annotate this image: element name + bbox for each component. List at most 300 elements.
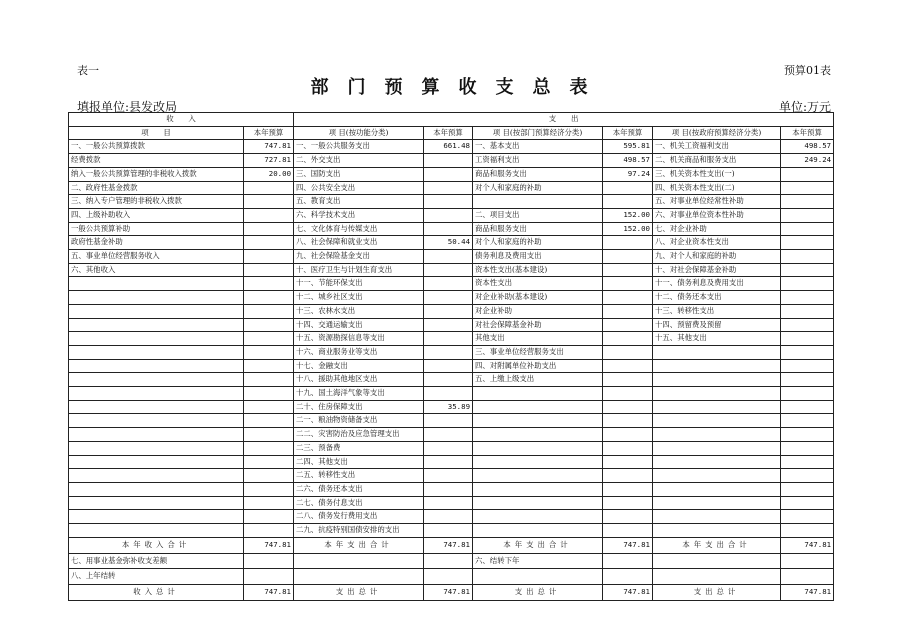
amount-cell: [424, 181, 473, 195]
amount-cell: [781, 318, 834, 332]
amount-cell: [603, 263, 653, 277]
item-cell: [69, 359, 244, 373]
table-row: [69, 318, 834, 332]
item-cell: 资本性支出: [473, 277, 603, 291]
item-cell: 一、一般公共服务支出: [294, 140, 424, 154]
item-cell: 五、上缴上级支出: [473, 373, 603, 387]
item-cell: [69, 400, 244, 414]
expense-group-header: 支 出: [294, 113, 834, 127]
amount-cell: [424, 469, 473, 483]
item-cell: 四、公共安全支出: [294, 181, 424, 195]
table-row: [69, 208, 834, 222]
table-row: [69, 496, 834, 510]
item-cell: 对企业补助: [473, 304, 603, 318]
budget-table: [68, 112, 834, 601]
item-cell: [69, 318, 244, 332]
amount-cell: [781, 496, 834, 510]
item-cell: [69, 441, 244, 455]
amount-cell: [424, 414, 473, 428]
amount-cell: [603, 524, 653, 538]
amount-cell: [424, 250, 473, 264]
item-cell: 一般公共预算补助: [69, 222, 244, 236]
item-cell: 二九、抗疫特别国债安排的支出: [294, 524, 424, 538]
amount-cell: [424, 359, 473, 373]
amount-cell: [603, 482, 653, 496]
item-cell: 十三、农林水支出: [294, 304, 424, 318]
amount-cell: [781, 304, 834, 318]
item-cell: [653, 373, 781, 387]
amount-cell: [603, 428, 653, 442]
amount-cell: [424, 263, 473, 277]
item-cell: [473, 569, 603, 585]
amount-cell: [603, 496, 653, 510]
amount-cell: 747.81: [603, 584, 653, 600]
amount-cell: 747.81: [424, 584, 473, 600]
item-cell: [69, 414, 244, 428]
item-cell: 七、用事业基金弥补收支差额: [69, 553, 244, 569]
table-row: [69, 510, 834, 524]
amount-cell: [781, 208, 834, 222]
amount-cell: [603, 332, 653, 346]
item-cell: 十四、预留费及预留: [653, 318, 781, 332]
table-number: 表一: [77, 64, 99, 77]
item-cell: [473, 400, 603, 414]
item-cell: [653, 469, 781, 483]
extra-row: [69, 569, 834, 585]
item-cell: 支出总计: [294, 584, 424, 600]
item-cell: [653, 441, 781, 455]
table-row: [69, 263, 834, 277]
item-cell: 经费拨款: [69, 154, 244, 168]
table-row: [69, 469, 834, 483]
amount-cell: [244, 359, 294, 373]
item-cell: 纳入一般公共预算管理的非税收入拨款: [69, 167, 244, 181]
item-cell: [294, 569, 424, 585]
item-cell: 五、对事业单位经常性补助: [653, 195, 781, 209]
amount-cell: [244, 250, 294, 264]
amount-cell: [424, 332, 473, 346]
table-row: [69, 304, 834, 318]
item-cell: 二十、住房保障支出: [294, 400, 424, 414]
item-cell: 十二、城乡社区支出: [294, 291, 424, 305]
table-row: [69, 222, 834, 236]
item-cell: [69, 482, 244, 496]
amount-cell: [603, 195, 653, 209]
item-cell: 九、对个人和家庭的补助: [653, 250, 781, 264]
table-row: [69, 140, 834, 154]
amount-cell: [244, 553, 294, 569]
item-cell: 二七、债务付息支出: [294, 496, 424, 510]
item-cell: 十一、债务利息及费用支出: [653, 277, 781, 291]
item-cell: 二一、粮油物资储备支出: [294, 414, 424, 428]
amount-cell: [424, 318, 473, 332]
amount-cell: [603, 441, 653, 455]
amount-cell: [244, 387, 294, 401]
item-cell: [653, 524, 781, 538]
table-row: [69, 345, 834, 359]
table-row: [69, 195, 834, 209]
item-cell: [653, 359, 781, 373]
amount-cell: [781, 291, 834, 305]
amount-cell: [781, 569, 834, 585]
item-cell: [653, 496, 781, 510]
amount-cell: [244, 291, 294, 305]
amount-cell: [424, 154, 473, 168]
amount-cell: [603, 387, 653, 401]
item-cell: [473, 441, 603, 455]
item-cell: 二四、其他支出: [294, 455, 424, 469]
table-row: [69, 373, 834, 387]
item-cell: 十九、国土海洋气象等支出: [294, 387, 424, 401]
item-cell: 十、医疗卫生与计划生育支出: [294, 263, 424, 277]
col-header: 本年预算: [781, 126, 834, 140]
item-cell: 支出总计: [653, 584, 781, 600]
amount-cell: [244, 441, 294, 455]
item-cell: [653, 553, 781, 569]
currency-unit: 单位:万元: [778, 100, 831, 114]
amount-cell: [244, 181, 294, 195]
item-cell: 二三、预备费: [294, 441, 424, 455]
item-cell: 十三、转移性支出: [653, 304, 781, 318]
amount-cell: [781, 250, 834, 264]
amount-cell: 249.24: [781, 154, 834, 168]
item-cell: 十五、资源勘探信息等支出: [294, 332, 424, 346]
item-cell: 七、对企业补助: [653, 222, 781, 236]
item-cell: 十一、节能环保支出: [294, 277, 424, 291]
item-cell: 六、对事业单位资本性补助: [653, 208, 781, 222]
amount-cell: [603, 304, 653, 318]
item-cell: 二二、灾害防治及应急管理支出: [294, 428, 424, 442]
item-cell: 六、结转下年: [473, 553, 603, 569]
amount-cell: 747.81: [603, 537, 653, 553]
page-title: 部门预算收支总表: [310, 77, 607, 98]
amount-cell: [424, 195, 473, 209]
item-cell: [69, 277, 244, 291]
amount-cell: [603, 373, 653, 387]
table-row: [69, 359, 834, 373]
amount-cell: [781, 510, 834, 524]
amount-cell: [781, 482, 834, 496]
amount-cell: [781, 414, 834, 428]
item-cell: 资本性支出(基本建设): [473, 263, 603, 277]
table-row: [69, 154, 834, 168]
amount-cell: [781, 195, 834, 209]
item-cell: [653, 387, 781, 401]
amount-cell: [424, 428, 473, 442]
item-cell: [69, 496, 244, 510]
amount-cell: [244, 469, 294, 483]
item-cell: 收入总计: [69, 584, 244, 600]
amount-cell: [781, 332, 834, 346]
item-cell: 十四、交通运输支出: [294, 318, 424, 332]
amount-cell: [781, 359, 834, 373]
table-row: [69, 277, 834, 291]
amount-cell: [424, 496, 473, 510]
table-row: [69, 482, 834, 496]
table-footer: [69, 537, 834, 600]
item-cell: [473, 428, 603, 442]
amount-cell: 498.57: [781, 140, 834, 154]
amount-cell: 152.00: [603, 222, 653, 236]
item-cell: 五、事业单位经营服务收入: [69, 250, 244, 264]
amount-cell: 727.81: [244, 154, 294, 168]
table-row: [69, 236, 834, 250]
amount-cell: [781, 263, 834, 277]
table-row: [69, 524, 834, 538]
amount-cell: 595.81: [603, 140, 653, 154]
item-cell: [653, 414, 781, 428]
table-row: [69, 332, 834, 346]
extra-row: [69, 553, 834, 569]
item-cell: [473, 387, 603, 401]
table-row: [69, 441, 834, 455]
amount-cell: [781, 181, 834, 195]
item-cell: 二、机关商品和服务支出: [653, 154, 781, 168]
amount-cell: [781, 222, 834, 236]
amount-cell: [424, 291, 473, 305]
amount-cell: 97.24: [603, 167, 653, 181]
item-cell: [653, 455, 781, 469]
item-cell: [653, 428, 781, 442]
income-group-header: 收 入: [69, 113, 294, 127]
item-cell: 七、文化体育与传媒支出: [294, 222, 424, 236]
amount-cell: [244, 414, 294, 428]
item-cell: [473, 469, 603, 483]
amount-cell: 747.81: [781, 584, 834, 600]
amount-cell: [781, 428, 834, 442]
item-cell: [653, 400, 781, 414]
amount-cell: [244, 304, 294, 318]
amount-cell: [244, 428, 294, 442]
table-row: [69, 455, 834, 469]
amount-cell: [244, 455, 294, 469]
item-cell: 十五、其他支出: [653, 332, 781, 346]
item-cell: [473, 496, 603, 510]
item-cell: 四、机关资本性支出(二): [653, 181, 781, 195]
amount-cell: [244, 263, 294, 277]
amount-cell: [424, 524, 473, 538]
item-cell: [69, 510, 244, 524]
amount-cell: [603, 359, 653, 373]
amount-cell: [424, 304, 473, 318]
item-cell: 三、事业单位经营服务支出: [473, 345, 603, 359]
item-cell: 八、上年结转: [69, 569, 244, 585]
item-cell: 对社会保障基金补助: [473, 318, 603, 332]
item-cell: 一、一般公共预算拨款: [69, 140, 244, 154]
item-cell: [69, 345, 244, 359]
amount-cell: [244, 569, 294, 585]
item-cell: 本年支出合计: [473, 537, 603, 553]
amount-cell: [781, 345, 834, 359]
amount-cell: 152.00: [603, 208, 653, 222]
amount-cell: [781, 277, 834, 291]
amount-cell: [603, 277, 653, 291]
amount-cell: [424, 482, 473, 496]
amount-cell: [424, 208, 473, 222]
amount-cell: [244, 236, 294, 250]
amount-cell: 35.89: [424, 400, 473, 414]
item-cell: [653, 569, 781, 585]
table-row: [69, 291, 834, 305]
amount-cell: [244, 345, 294, 359]
item-cell: [473, 195, 603, 209]
table-row: [69, 400, 834, 414]
amount-cell: [603, 291, 653, 305]
item-cell: 十七、金融支出: [294, 359, 424, 373]
amount-cell: [244, 400, 294, 414]
col-header: 项 目(按政府预算经济分类): [653, 126, 781, 140]
item-cell: [473, 455, 603, 469]
item-cell: 九、社会保险基金支出: [294, 250, 424, 264]
amount-cell: [603, 553, 653, 569]
amount-cell: [603, 455, 653, 469]
item-cell: 三、纳入专户管理的非税收入拨款: [69, 195, 244, 209]
amount-cell: [424, 345, 473, 359]
amount-cell: [424, 373, 473, 387]
amount-cell: [603, 181, 653, 195]
amount-cell: 747.81: [244, 140, 294, 154]
col-header: 项 目: [69, 126, 244, 140]
amount-cell: 50.44: [424, 236, 473, 250]
item-cell: 债务利息及费用支出: [473, 250, 603, 264]
amount-cell: [424, 441, 473, 455]
item-cell: 六、科学技术支出: [294, 208, 424, 222]
item-cell: 五、教育支出: [294, 195, 424, 209]
item-cell: [473, 414, 603, 428]
amount-cell: [603, 400, 653, 414]
amount-cell: [603, 345, 653, 359]
amount-cell: [244, 510, 294, 524]
amount-cell: [603, 318, 653, 332]
amount-cell: [603, 569, 653, 585]
item-cell: 二六、债务还本支出: [294, 482, 424, 496]
table-body: [69, 140, 834, 537]
amount-cell: [244, 524, 294, 538]
col-header: 本年预算: [424, 126, 473, 140]
item-cell: 十六、商业服务业等支出: [294, 345, 424, 359]
amount-cell: [603, 469, 653, 483]
amount-cell: 20.00: [244, 167, 294, 181]
amount-cell: [244, 482, 294, 496]
item-cell: 对个人和家庭的补助: [473, 236, 603, 250]
item-cell: 本年支出合计: [653, 537, 781, 553]
amount-cell: 498.57: [603, 154, 653, 168]
item-cell: 二五、转移性支出: [294, 469, 424, 483]
amount-cell: [781, 469, 834, 483]
item-cell: [69, 291, 244, 305]
amount-cell: [603, 510, 653, 524]
item-cell: 支出总计: [473, 584, 603, 600]
amount-cell: [424, 553, 473, 569]
amount-cell: [424, 167, 473, 181]
amount-cell: [244, 373, 294, 387]
amount-cell: [244, 208, 294, 222]
amount-cell: 661.48: [424, 140, 473, 154]
item-cell: [69, 469, 244, 483]
item-cell: [69, 428, 244, 442]
item-cell: [473, 482, 603, 496]
item-cell: [294, 553, 424, 569]
grand-total-row: [69, 584, 834, 600]
amount-cell: [781, 373, 834, 387]
amount-cell: [244, 318, 294, 332]
amount-cell: [424, 277, 473, 291]
amount-cell: [781, 400, 834, 414]
amount-cell: [424, 222, 473, 236]
amount-cell: [424, 455, 473, 469]
amount-cell: [244, 195, 294, 209]
amount-cell: [781, 387, 834, 401]
amount-cell: 747.81: [244, 584, 294, 600]
item-cell: [69, 304, 244, 318]
amount-cell: 747.81: [244, 537, 294, 553]
table-row: [69, 250, 834, 264]
item-cell: 本年收入合计: [69, 537, 244, 553]
amount-cell: [781, 167, 834, 181]
item-cell: [69, 524, 244, 538]
item-cell: 三、机关资本性支出(一): [653, 167, 781, 181]
item-cell: 四、对附属单位补助支出: [473, 359, 603, 373]
amount-cell: [244, 222, 294, 236]
item-cell: 三、国防支出: [294, 167, 424, 181]
amount-cell: [244, 496, 294, 510]
item-cell: 商品和服务支出: [473, 167, 603, 181]
year-total-row: [69, 537, 834, 553]
item-cell: [473, 524, 603, 538]
item-cell: 本年支出合计: [294, 537, 424, 553]
table-row: [69, 414, 834, 428]
amount-cell: [781, 441, 834, 455]
item-cell: 一、基本支出: [473, 140, 603, 154]
amount-cell: [603, 236, 653, 250]
item-cell: [69, 455, 244, 469]
amount-cell: [781, 455, 834, 469]
item-cell: [69, 387, 244, 401]
amount-cell: [424, 569, 473, 585]
item-cell: [473, 510, 603, 524]
amount-cell: [781, 236, 834, 250]
item-cell: [69, 373, 244, 387]
amount-cell: [424, 387, 473, 401]
col-header: 项 目(按部门预算经济分类): [473, 126, 603, 140]
item-cell: 商品和服务支出: [473, 222, 603, 236]
item-cell: 二、政府性基金拨款: [69, 181, 244, 195]
amount-cell: [244, 277, 294, 291]
col-header: 本年预算: [603, 126, 653, 140]
amount-cell: [244, 332, 294, 346]
amount-cell: 747.81: [781, 537, 834, 553]
amount-cell: [603, 250, 653, 264]
amount-cell: [603, 414, 653, 428]
amount-cell: [781, 524, 834, 538]
item-cell: 政府性基金补助: [69, 236, 244, 250]
item-cell: 对个人和家庭的补助: [473, 181, 603, 195]
item-cell: 四、上级补助收入: [69, 208, 244, 222]
item-cell: [69, 332, 244, 346]
item-cell: 十、对社会保障基金补助: [653, 263, 781, 277]
table-row: [69, 167, 834, 181]
item-cell: 二八、债务发行费用支出: [294, 510, 424, 524]
item-cell: 工资福利支出: [473, 154, 603, 168]
col-header: 本年预算: [244, 126, 294, 140]
amount-cell: [424, 510, 473, 524]
amount-cell: [781, 553, 834, 569]
item-cell: 二、项目支出: [473, 208, 603, 222]
item-cell: 八、对企业资本性支出: [653, 236, 781, 250]
item-cell: 一、机关工资福利支出: [653, 140, 781, 154]
form-code: 预算01表: [784, 64, 831, 77]
amount-cell: 747.81: [424, 537, 473, 553]
